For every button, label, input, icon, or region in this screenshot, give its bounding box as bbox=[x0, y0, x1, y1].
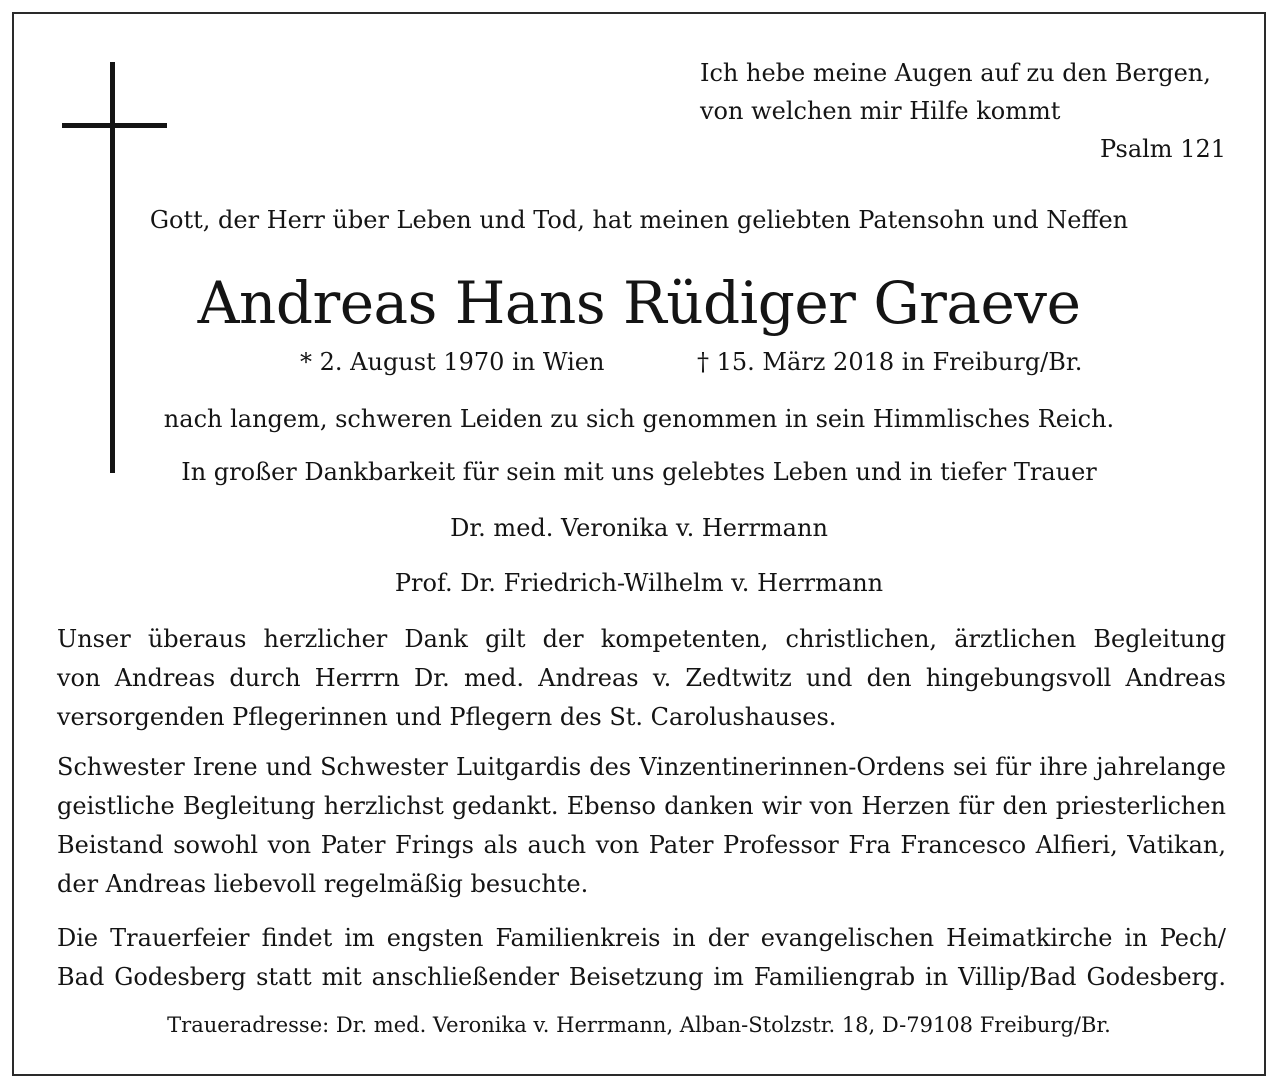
funeral-paragraph bbox=[57, 919, 1226, 997]
paragraph-line: von Andreas durch Herrrn Dr. med. Andreas v. Zedtwitz und den hingebungsvoll Andreas bbox=[57, 664, 1226, 692]
paragraph-line: versorgenden Pflegerinnen und Pflegern des St. Carolushauses. bbox=[57, 703, 837, 731]
death-date: † 15. März 2018 in Freiburg/Br. bbox=[697, 348, 1083, 376]
life-dates bbox=[14, 346, 1264, 380]
paragraph-line: Beistand sowohl von Pater Frings als auch von Pater Professor Fra Francesco Alfieri, Vatikan, bbox=[57, 831, 1226, 859]
psalm-quote bbox=[700, 54, 1226, 168]
text-after-dates: nach langem, schweren Leiden zu sich genommen in sein Himmlisches Reich. bbox=[163, 405, 1115, 433]
thanks-paragraph bbox=[57, 620, 1226, 737]
mourner-name: Prof. Dr. Friedrich-Wilhelm v. Herrmann bbox=[394, 569, 884, 597]
obituary-notice bbox=[12, 12, 1266, 1076]
mourning-address: Traueradresse: Dr. med. Veronika v. Herrmann, Alban-Stolzstr. 18, D-79108 Freiburg/Br. bbox=[167, 1013, 1111, 1037]
psalm-line: Ich hebe meine Augen auf zu den Bergen, bbox=[700, 59, 1211, 87]
sisters-paragraph bbox=[57, 748, 1226, 904]
paragraph-line: Schwester Irene und Schwester Luitgardis des Vinzentinerinnen-Ordens sei für ihre jahrelange bbox=[57, 753, 1226, 781]
paragraph-line: der Andreas liebevoll regelmäßig besuchte. bbox=[57, 870, 589, 898]
deceased-name: Andreas Hans Rüdiger Graeve bbox=[197, 269, 1081, 337]
psalm-line: von welchen mir Hilfe kommt bbox=[700, 97, 1061, 125]
psalm-reference: Psalm 121 bbox=[1100, 135, 1226, 163]
intro-text: Gott, der Herr über Leben und Tod, hat meinen geliebten Patensohn und Neffen bbox=[149, 206, 1129, 234]
paragraph-line: Unser überaus herzlicher Dank gilt der kompetenten, christlichen, ärztlichen Begleitung bbox=[57, 625, 1226, 653]
mourner-name: Dr. med. Veronika v. Herrmann bbox=[450, 514, 828, 542]
paragraph-line: geistliche Begleitung herzlichst gedankt. Ebenso danken wir von Herzen für den priesterlichen bbox=[57, 792, 1226, 820]
cross-icon-horizontal-bar bbox=[62, 123, 167, 128]
paragraph-line: Die Trauerfeier findet im engsten Familienkreis in der evangelischen Heimatkirche in Pech/ bbox=[57, 924, 1226, 952]
paragraph-line: Bad Godesberg statt mit anschließender Beisetzung im Familiengrab in Villip/Bad Godesberg. bbox=[57, 963, 1226, 991]
birth-date: * 2. August 1970 in Wien bbox=[300, 348, 605, 376]
mourning-line: In großer Dankbarkeit für sein mit uns gelebtes Leben und in tiefer Trauer bbox=[181, 458, 1097, 486]
